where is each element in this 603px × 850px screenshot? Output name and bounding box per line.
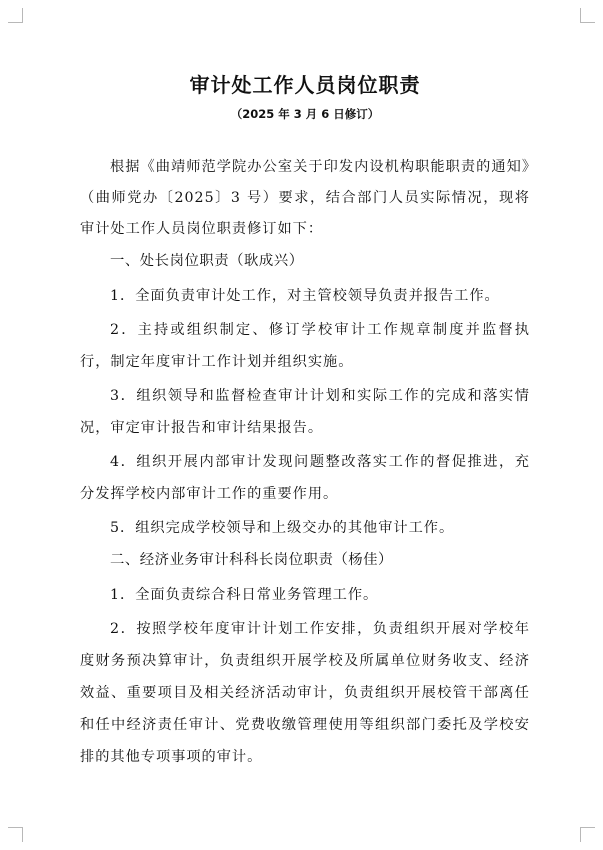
section-heading: 二、经济业务审计科科长岗位职责（杨佳） (110, 552, 393, 568)
page-corner-mark-top-left (8, 8, 23, 23)
document-page (80, 70, 530, 773)
page-corner-mark-top-right (580, 8, 595, 23)
duty-item: 1．全面负责综合科日常业务管理工作。 (110, 587, 379, 603)
intro-paragraph: 根据《曲靖师范学院办公室关于印发内设机构职能职责的通知》（曲师党办〔2025〕3 号）要求，结合部门人员实际情况，现将审计处工作人员岗位职责修订如下： (80, 159, 530, 237)
revision-date: （2025 年 3 月 6 日修订） (230, 107, 380, 121)
duty-item: 1．全面负责审计处工作，对主管校领导负责并报告工作。 (110, 288, 500, 304)
duty-item: 3．组织领导和监督检查审计计划和实际工作的完成和落实情况，审定审计报告和审计结果报告。 (80, 388, 530, 436)
duty-item: 2．按照学校年度审计计划工作安排，负责组织开展对学校年度财务预决算审计，负责组织开展学校及所属单位财务收支、经济效益、重要项目及相关经济活动审计，负责组织开展校管干部离任和任中经济责任审计、党费收缴管理使用等组织部门委托及学校安排的其他专项事项的审计。 (80, 621, 530, 765)
section-economic-audit-chief-duties (80, 544, 530, 773)
duty-item: 2．主持或组织制定、修订学校审计工作规章制度并监督执行，制定年度审计工作计划并组织实施。 (80, 322, 530, 370)
duty-item: 5．组织完成学校领导和上级交办的其他审计工作。 (110, 520, 455, 536)
section-director-duties (80, 245, 530, 544)
section-heading: 一、处长岗位职责（耿成兴） (110, 253, 304, 269)
duty-item: 4．组织开展内部审计发现问题整改落实工作的督促推进，充分发挥学校内部审计工作的重要作用。 (80, 454, 530, 502)
page-corner-mark-bottom-left (8, 827, 23, 842)
page-corner-mark-bottom-right (580, 827, 595, 842)
document-title: 审计处工作人员岗位职责 (189, 73, 421, 97)
